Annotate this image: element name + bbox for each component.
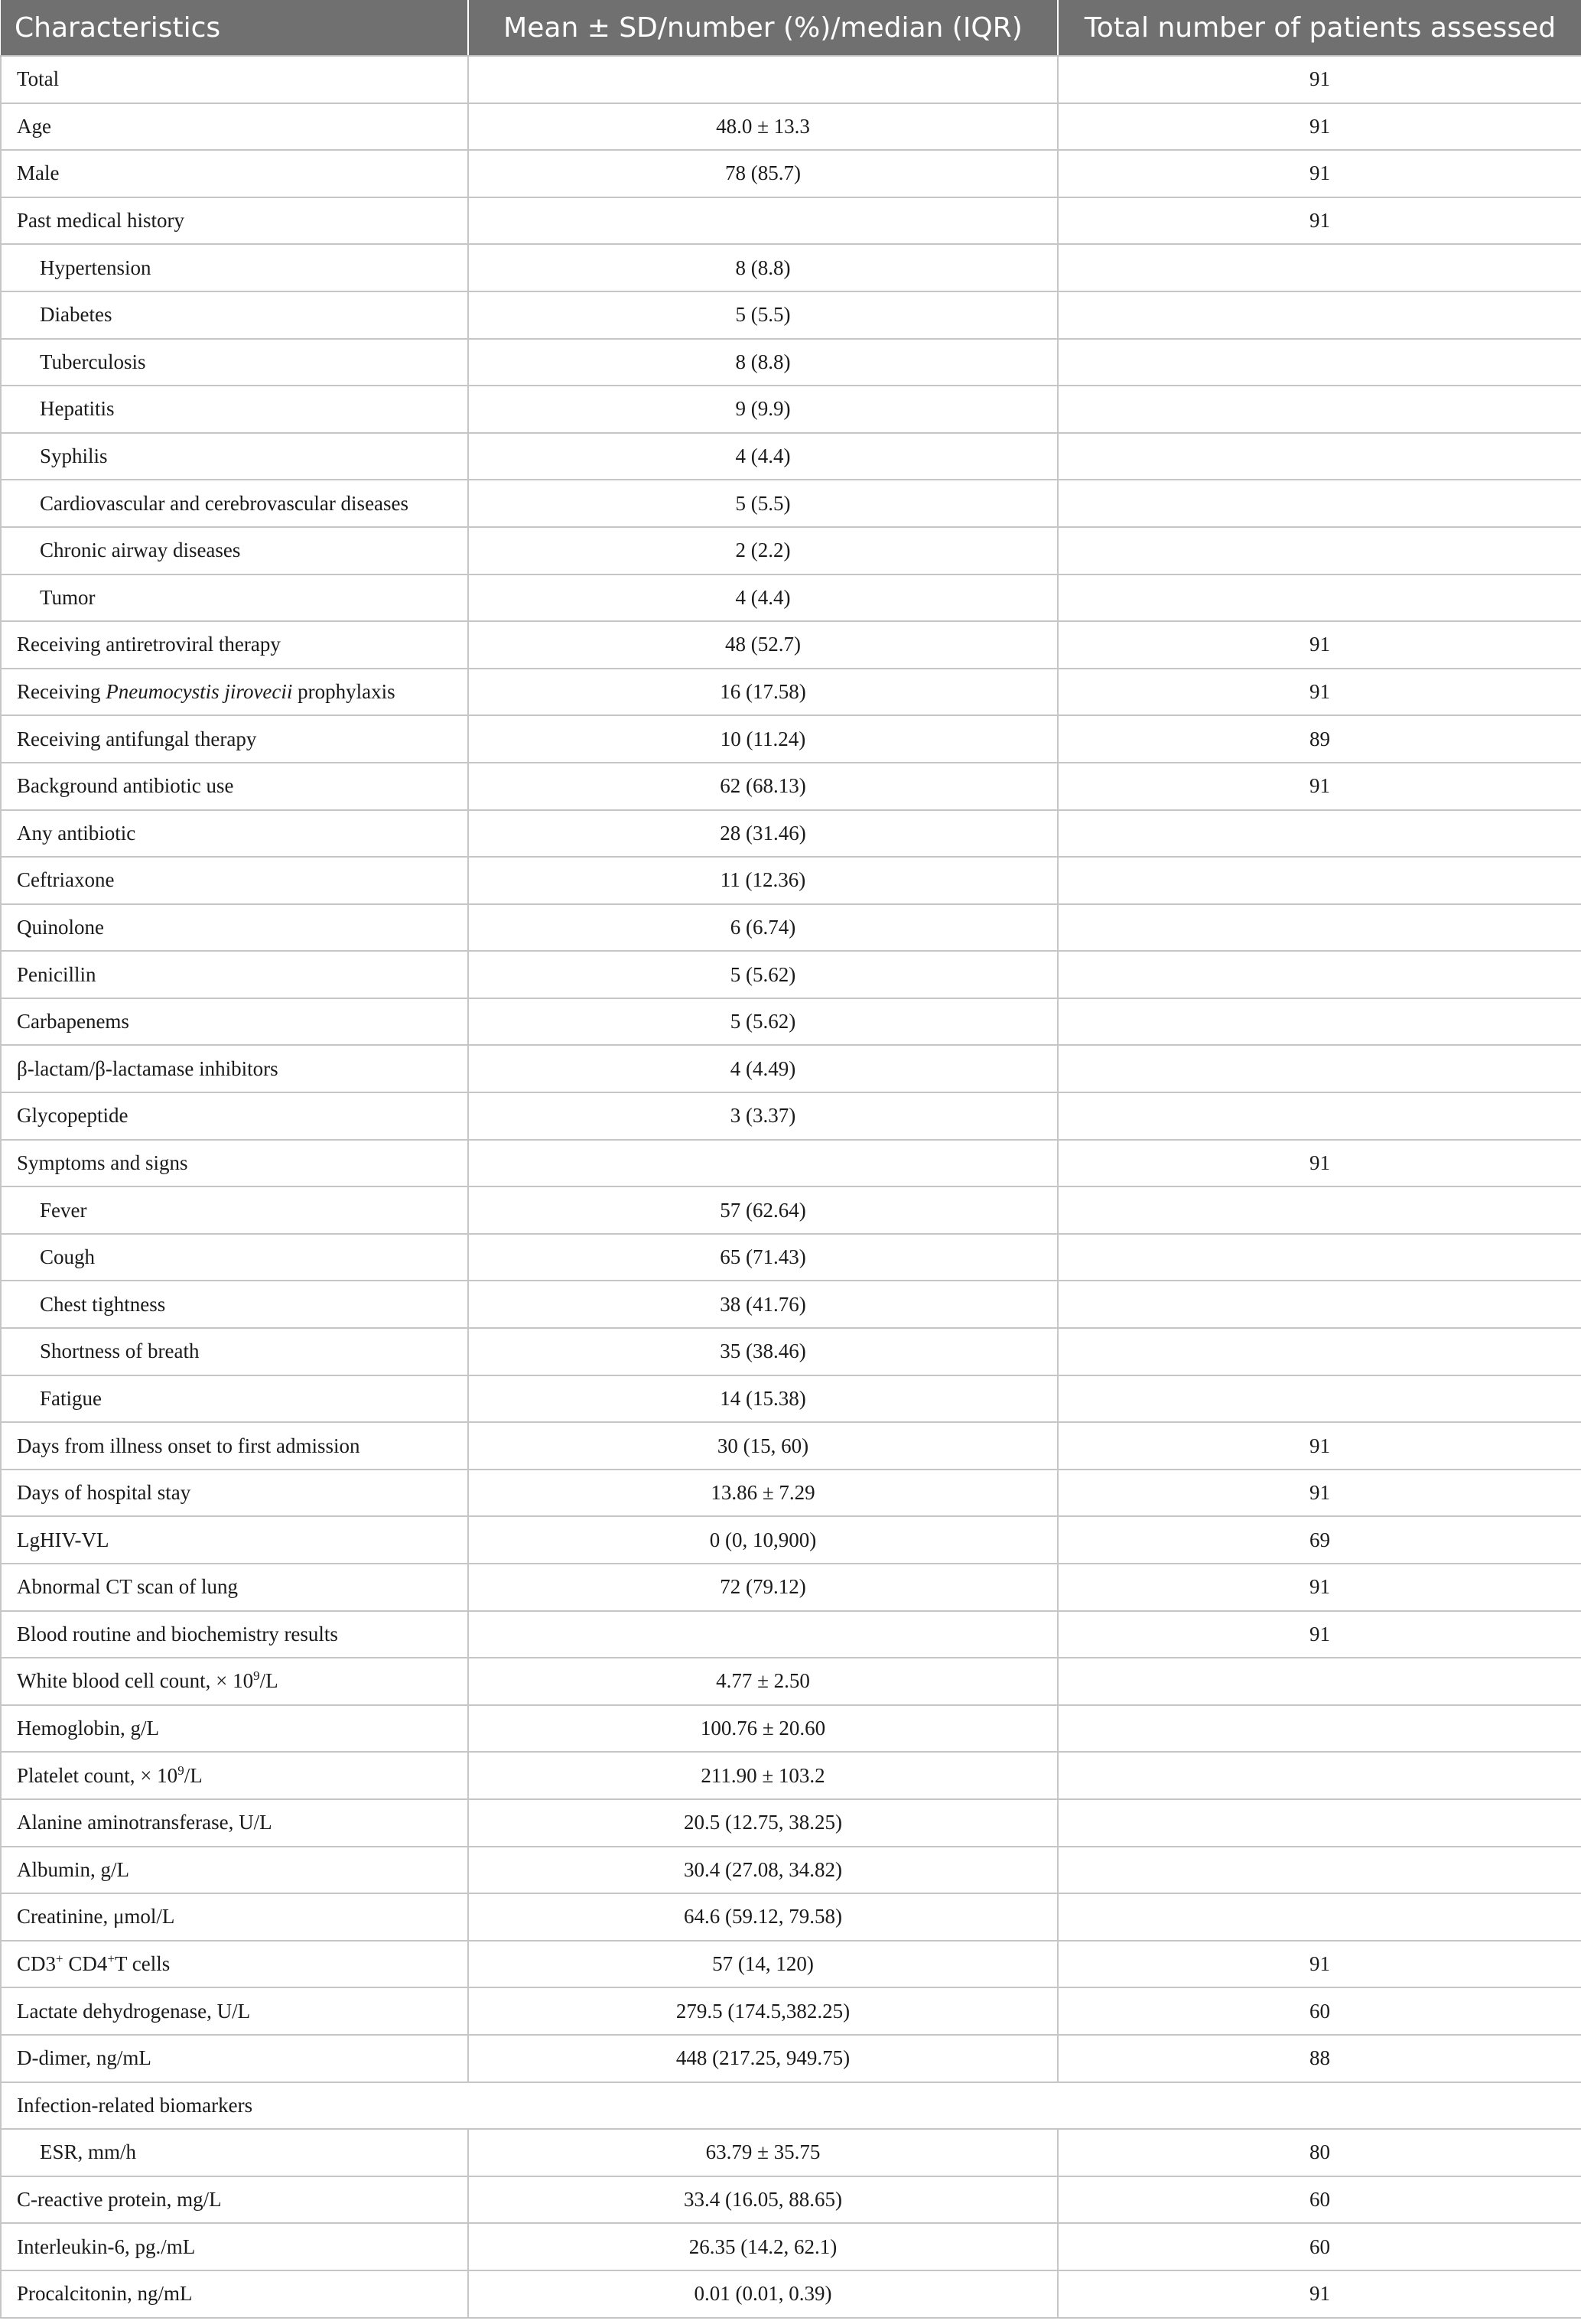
row-assessed-count	[1058, 1705, 1581, 1753]
row-value	[468, 1611, 1058, 1658]
header-total-assessed: Total number of patients assessed	[1058, 0, 1581, 56]
row-label	[1, 1516, 468, 1564]
row-value: 3 (3.37)	[468, 1092, 1058, 1140]
superscript: +	[56, 1951, 63, 1967]
row-value: 33.4 (16.05, 88.65)	[468, 2176, 1058, 2224]
table-row	[1, 480, 1581, 527]
row-assessed-count: 91	[1058, 2270, 1581, 2318]
row-assessed-count	[1058, 1328, 1581, 1375]
row-label	[1, 56, 468, 103]
table-row	[1, 1328, 1581, 1375]
row-assessed-count: 91	[1058, 150, 1581, 197]
row-assessed-count	[1058, 291, 1581, 339]
table-row	[1, 1799, 1581, 1847]
row-value: 28 (31.46)	[468, 810, 1058, 858]
superscript: 9	[177, 1763, 184, 1778]
label-text: Quinolone	[17, 915, 104, 939]
label-text: β-lactam/β-lactamase inhibitors	[17, 1056, 278, 1080]
row-label	[1, 433, 468, 480]
row-value: 11 (12.36)	[468, 857, 1058, 904]
label-text: Receiving antiretroviral therapy	[17, 633, 281, 656]
row-assessed-count	[1058, 244, 1581, 291]
label-text: /L	[184, 1763, 203, 1787]
row-label	[1, 1234, 468, 1281]
row-value: 8 (8.8)	[468, 339, 1058, 386]
superscript: 9	[253, 1668, 260, 1684]
row-value: 2 (2.2)	[468, 527, 1058, 574]
table-row	[1, 1847, 1581, 1894]
label-text: Ceftriaxone	[17, 868, 115, 892]
table-row	[1, 2035, 1581, 2082]
label-text: C-reactive protein, mg/L	[17, 2188, 222, 2212]
label-text: Syphilis	[40, 444, 108, 468]
label-text: Tumor	[40, 585, 96, 609]
table-row	[1, 2270, 1581, 2318]
row-value: 9 (9.9)	[468, 386, 1058, 433]
row-assessed-count	[1058, 998, 1581, 1046]
row-value: 5 (5.5)	[468, 480, 1058, 527]
row-label	[1, 1281, 468, 1328]
row-value: 72 (79.12)	[468, 1564, 1058, 1611]
row-assessed-count: 91	[1058, 1422, 1581, 1470]
row-value: 30.4 (27.08, 34.82)	[468, 1847, 1058, 1894]
row-value: 4 (4.4)	[468, 574, 1058, 622]
label-text: Days of hospital stay	[17, 1481, 191, 1505]
row-label	[1, 197, 468, 245]
row-assessed-count: 91	[1058, 197, 1581, 245]
row-label	[1, 669, 468, 716]
row-label	[1, 2035, 468, 2082]
row-value: 65 (71.43)	[468, 1234, 1058, 1281]
label-text: Abnormal CT scan of lung	[17, 1575, 238, 1599]
row-label	[1, 527, 468, 574]
row-assessed-count: 60	[1058, 1987, 1581, 2035]
row-value: 4 (4.4)	[468, 433, 1058, 480]
row-assessed-count	[1058, 1375, 1581, 1423]
row-assessed-count: 91	[1058, 669, 1581, 716]
table-row	[1, 56, 1581, 103]
row-label	[1, 1799, 468, 1847]
label-text: Male	[17, 161, 60, 185]
row-label	[1, 1375, 468, 1423]
table-row	[1, 1234, 1581, 1281]
table-row	[1, 1045, 1581, 1092]
row-value: 8 (8.8)	[468, 244, 1058, 291]
table-row	[1, 1186, 1581, 1234]
row-value	[468, 1140, 1058, 1187]
row-label	[1, 574, 468, 622]
row-label	[1, 2270, 468, 2318]
superscript: +	[107, 1951, 115, 1967]
label-text: White blood cell count, × 10	[17, 1669, 254, 1693]
label-text: LgHIV-VL	[17, 1528, 109, 1551]
label-text: Fatigue	[40, 1386, 102, 1410]
row-label	[1, 1092, 468, 1140]
table-row	[1, 669, 1581, 716]
row-assessed-count: 91	[1058, 103, 1581, 151]
row-assessed-count: 91	[1058, 56, 1581, 103]
table-header	[1, 0, 1581, 56]
row-label	[1, 904, 468, 952]
label-text: ESR, mm/h	[40, 2140, 137, 2164]
row-assessed-count: 91	[1058, 1470, 1581, 1517]
label-text: Age	[17, 114, 51, 138]
row-value: 57 (62.64)	[468, 1186, 1058, 1234]
label-text: T cells	[114, 1952, 171, 1976]
table-row	[1, 150, 1581, 197]
table-row	[1, 1564, 1581, 1611]
row-label	[1, 1941, 468, 1988]
row-assessed-count	[1058, 1752, 1581, 1799]
table-row	[1, 1422, 1581, 1470]
table-row	[1, 1140, 1581, 1187]
row-assessed-count: 80	[1058, 2129, 1581, 2176]
label-text: Tuberculosis	[40, 350, 146, 373]
label-text: Infection-related biomarkers	[17, 2093, 253, 2117]
row-label	[1, 1893, 468, 1941]
table-row	[1, 1470, 1581, 1517]
row-assessed-count: 60	[1058, 2223, 1581, 2270]
row-assessed-count	[1058, 1847, 1581, 1894]
row-assessed-count	[1058, 1893, 1581, 1941]
row-assessed-count: 91	[1058, 1564, 1581, 1611]
row-value: 13.86 ± 7.29	[468, 1470, 1058, 1517]
row-label	[1, 1140, 468, 1187]
label-text: Receiving antifungal therapy	[17, 727, 257, 750]
row-label	[1, 2223, 468, 2270]
row-label	[1, 857, 468, 904]
row-assessed-count	[1058, 1234, 1581, 1281]
table-row	[1, 291, 1581, 339]
row-value: 4 (4.49)	[468, 1045, 1058, 1092]
row-label	[1, 1045, 468, 1092]
label-text: Glycopeptide	[17, 1104, 128, 1128]
row-value: 5 (5.5)	[468, 291, 1058, 339]
label-text: Days from illness onset to first admission	[17, 1434, 360, 1457]
row-label	[1, 339, 468, 386]
row-label	[1, 1470, 468, 1517]
label-text: Carbapenems	[17, 1010, 129, 1033]
label-text: Diabetes	[40, 303, 112, 327]
row-label	[1, 951, 468, 998]
row-assessed-count	[1058, 1186, 1581, 1234]
label-text: Platelet count, × 10	[17, 1763, 178, 1787]
row-label	[1, 2082, 1581, 2130]
row-value: 26.35 (14.2, 62.1)	[468, 2223, 1058, 2270]
row-value	[468, 197, 1058, 245]
row-label	[1, 1328, 468, 1375]
row-value: 448 (217.25, 949.75)	[468, 2035, 1058, 2082]
row-value: 38 (41.76)	[468, 1281, 1058, 1328]
row-assessed-count	[1058, 386, 1581, 433]
label-text: Past medical history	[17, 209, 184, 233]
row-assessed-count	[1058, 433, 1581, 480]
row-value: 0 (0, 10,900)	[468, 1516, 1058, 1564]
label-text: Alanine aminotransferase, U/L	[17, 1811, 272, 1834]
row-value: 14 (15.38)	[468, 1375, 1058, 1423]
table-row	[1, 1941, 1581, 1988]
row-value: 6 (6.74)	[468, 904, 1058, 952]
row-assessed-count	[1058, 857, 1581, 904]
label-text: Fever	[40, 1198, 87, 1222]
table-row	[1, 763, 1581, 810]
row-value: 16 (17.58)	[468, 669, 1058, 716]
row-label	[1, 150, 468, 197]
label-text: Penicillin	[17, 962, 96, 986]
row-value: 5 (5.62)	[468, 998, 1058, 1046]
label-text: Background antibiotic use	[17, 774, 234, 798]
table-row	[1, 1092, 1581, 1140]
label-text: Cough	[40, 1245, 96, 1269]
row-assessed-count	[1058, 1281, 1581, 1328]
row-value: 48.0 ± 13.3	[468, 103, 1058, 151]
table-row	[1, 1281, 1581, 1328]
row-label	[1, 244, 468, 291]
table-row	[1, 1705, 1581, 1753]
row-value	[468, 56, 1058, 103]
row-label	[1, 103, 468, 151]
row-assessed-count	[1058, 527, 1581, 574]
table-row	[1, 574, 1581, 622]
table-row	[1, 339, 1581, 386]
table-row	[1, 998, 1581, 1046]
row-value: 20.5 (12.75, 38.25)	[468, 1799, 1058, 1847]
row-label	[1, 715, 468, 763]
row-value: 57 (14, 120)	[468, 1941, 1058, 1988]
row-label	[1, 1611, 468, 1658]
row-label	[1, 1987, 468, 2035]
label-text: CD3	[17, 1952, 57, 1976]
table-row	[1, 103, 1581, 151]
label-text: Hemoglobin, g/L	[17, 1717, 159, 1740]
row-assessed-count	[1058, 1799, 1581, 1847]
label-text: Hypertension	[40, 256, 151, 279]
table-row	[1, 197, 1581, 245]
row-value: 78 (85.7)	[468, 150, 1058, 197]
row-assessed-count	[1058, 1092, 1581, 1140]
table-row	[1, 715, 1581, 763]
row-value: 64.6 (59.12, 79.58)	[468, 1893, 1058, 1941]
table-row	[1, 2223, 1581, 2270]
row-assessed-count: 91	[1058, 1611, 1581, 1658]
label-text: Creatinine, μmol/L	[17, 1905, 175, 1929]
label-text: Procalcitonin, ng/mL	[17, 2282, 193, 2306]
row-value: 279.5 (174.5,382.25)	[468, 1987, 1058, 2035]
table-row	[1, 1375, 1581, 1423]
table-row	[1, 386, 1581, 433]
row-label	[1, 1186, 468, 1234]
row-assessed-count	[1058, 1658, 1581, 1705]
row-assessed-count: 91	[1058, 621, 1581, 669]
row-assessed-count	[1058, 339, 1581, 386]
row-label	[1, 1705, 468, 1753]
row-value: 48 (52.7)	[468, 621, 1058, 669]
label-text: Shortness of breath	[40, 1339, 200, 1363]
label-text: CD4	[63, 1952, 108, 1976]
table-row	[1, 2129, 1581, 2176]
row-label	[1, 998, 468, 1046]
row-value: 30 (15, 60)	[468, 1422, 1058, 1470]
row-label	[1, 2129, 468, 2176]
row-assessed-count	[1058, 1045, 1581, 1092]
row-assessed-count: 91	[1058, 1140, 1581, 1187]
row-assessed-count: 60	[1058, 2176, 1581, 2224]
table-row	[1, 904, 1581, 952]
row-label	[1, 480, 468, 527]
label-text: /L	[259, 1669, 278, 1693]
table-row	[1, 2176, 1581, 2224]
table-row	[1, 1987, 1581, 2035]
label-text: Chest tightness	[40, 1292, 166, 1316]
row-value: 4.77 ± 2.50	[468, 1658, 1058, 1705]
label-text: Cardiovascular and cerebrovascular diseases	[40, 491, 409, 515]
table-row	[1, 951, 1581, 998]
table-row	[1, 2082, 1581, 2130]
label-text: Receiving	[17, 680, 106, 704]
row-assessed-count	[1058, 810, 1581, 858]
label-text: Lactate dehydrogenase, U/L	[17, 1999, 251, 2023]
table-row	[1, 433, 1581, 480]
row-label	[1, 1658, 468, 1705]
label-text: prophylaxis	[292, 680, 395, 704]
row-value: 0.01 (0.01, 0.39)	[468, 2270, 1058, 2318]
header-mean-sd: Mean ± SD/number (%)/median (IQR)	[468, 0, 1058, 56]
row-label	[1, 1847, 468, 1894]
row-value: 211.90 ± 103.2	[468, 1752, 1058, 1799]
italic-term: Pneumocystis jirovecii	[106, 680, 293, 704]
table-row	[1, 1893, 1581, 1941]
row-assessed-count	[1058, 480, 1581, 527]
row-label	[1, 291, 468, 339]
label-text: Hepatitis	[40, 397, 115, 421]
row-value: 10 (11.24)	[468, 715, 1058, 763]
header-row	[1, 0, 1581, 56]
row-assessed-count: 69	[1058, 1516, 1581, 1564]
row-label	[1, 810, 468, 858]
table-row	[1, 810, 1581, 858]
row-label	[1, 1752, 468, 1799]
label-text: Albumin, g/L	[17, 1857, 129, 1881]
label-text: Symptoms and signs	[17, 1151, 188, 1174]
label-text: Chronic airway diseases	[40, 539, 241, 562]
row-value: 62 (68.13)	[468, 763, 1058, 810]
row-value: 5 (5.62)	[468, 951, 1058, 998]
table-row	[1, 1752, 1581, 1799]
row-assessed-count: 91	[1058, 763, 1581, 810]
row-assessed-count	[1058, 574, 1581, 622]
table-row	[1, 1658, 1581, 1705]
row-label	[1, 2176, 468, 2224]
label-text: Interleukin-6, pg./mL	[17, 2234, 196, 2258]
row-value: 35 (38.46)	[468, 1328, 1058, 1375]
row-value: 100.76 ± 20.60	[468, 1705, 1058, 1753]
row-assessed-count: 88	[1058, 2035, 1581, 2082]
row-assessed-count: 91	[1058, 1941, 1581, 1988]
row-assessed-count	[1058, 951, 1581, 998]
row-assessed-count: 89	[1058, 715, 1581, 763]
row-label	[1, 386, 468, 433]
table-row	[1, 1516, 1581, 1564]
row-assessed-count	[1058, 904, 1581, 952]
label-text: Blood routine and biochemistry results	[17, 1622, 338, 1645]
table-row	[1, 857, 1581, 904]
header-characteristics: Characteristics	[1, 0, 468, 56]
row-label	[1, 621, 468, 669]
label-text: D-dimer, ng/mL	[17, 2046, 151, 2070]
table-body	[1, 56, 1581, 2318]
row-label	[1, 1564, 468, 1611]
table-row	[1, 244, 1581, 291]
label-text: Any antibiotic	[17, 821, 136, 845]
row-label	[1, 763, 468, 810]
table-row	[1, 621, 1581, 669]
table-row	[1, 1611, 1581, 1658]
table-row	[1, 527, 1581, 574]
row-label	[1, 1422, 468, 1470]
label-text: Total	[17, 67, 60, 91]
row-value: 63.79 ± 35.75	[468, 2129, 1058, 2176]
